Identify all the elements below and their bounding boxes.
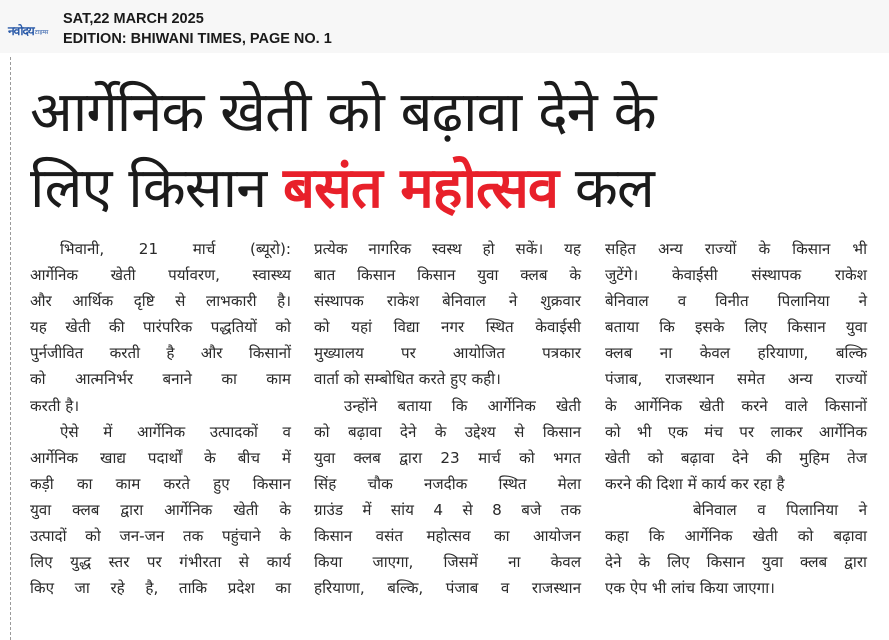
text-line: आर्गेनिक खेती पर्यावरण, स्वास्थ्य — [30, 266, 291, 285]
text-line: मुख्यालय पर आयोजित पत्रकार — [314, 344, 581, 363]
text-line: को आत्मनिर्भर बनाने का काम — [30, 370, 291, 389]
text-line: कड़ी का काम करते हुए किसान — [30, 474, 291, 493]
text-line: आर्गेनिक खाद्य पदार्थों के बीच में — [30, 448, 291, 467]
text-line: उन्होंने बताया कि आर्गेनिक खेती — [344, 396, 581, 415]
text-line: करने की दिशा में कार्य कर रहा है — [605, 474, 785, 493]
text-line: वार्ता को सम्बोधित करते हुए कही। — [314, 370, 501, 389]
text-line: को बढ़ावा देने के उद्देश्य से किसान — [314, 422, 581, 441]
headline-line-1: आर्गेनिक खेती को बढ़ावा देने के — [30, 80, 656, 145]
edition-date: SAT,22 MARCH 2025 — [63, 11, 204, 27]
text-line: ऐसे में आर्गेनिक उत्पादकों व — [60, 422, 291, 441]
text-line: प्रत्येक नागरिक स्वस्थ हो सकें। यह — [314, 240, 581, 258]
text-line: क्लब ना केवल हरियाणा, बल्कि — [605, 344, 867, 363]
article-headline — [30, 75, 880, 227]
text-line: के आर्गेनिक खेती करने वाले किसानों — [605, 396, 867, 415]
text-line: युवा क्लब द्वारा 23 मार्च को भगत — [314, 448, 581, 467]
text-line: एक ऐप भी लांच किया जाएगा। — [605, 579, 775, 598]
text-line: संस्थापक राकेश बेनिवाल ने शुक्रवार — [314, 292, 581, 311]
text-line: लिए युद्ध स्तर पर गंभीरता से कार्य — [30, 553, 291, 572]
text-line: को यहां विद्या नगर स्थित केवाईसी — [314, 318, 581, 337]
newspaper-clipping — [0, 53, 889, 640]
edition-info: EDITION: BHIWANI TIMES, PAGE NO. 1 — [63, 31, 332, 47]
text-line: पंजाब, राजस्थान समेत अन्य राज्यों — [605, 370, 867, 389]
logo-sub-text: टाइम्स — [34, 29, 49, 36]
text-line: खेती को बढ़ावा देने की मुहिम तेज — [605, 448, 867, 467]
article-column-2 — [314, 236, 581, 601]
text-line: बताया कि इसके लिए किसान युवा — [605, 318, 867, 337]
text-line: किसान वसंत महोत्सव का आयोजन — [314, 527, 581, 546]
text-line: करती है। — [30, 396, 80, 415]
edition-header — [0, 0, 889, 53]
text-line: भिवानी, 21 मार्च (ब्यूरो): — [60, 240, 291, 258]
text-line: बात किसान किसान युवा क्लब के — [314, 266, 581, 285]
text-line: सिंह चौक नजदीक स्थित मेला — [314, 474, 581, 493]
text-line: कहा कि आर्गेनिक खेती को बढ़ावा — [605, 527, 867, 546]
publication-logo — [8, 16, 52, 38]
text-line: पुर्नजीवित करती है और किसानों — [30, 344, 291, 363]
text-line: हरियाणा, बल्कि, पंजाब व राजस्थान — [314, 579, 581, 598]
text-line: युवा क्लब द्वारा आर्गेनिक खेती के — [30, 500, 291, 519]
clipping-border — [10, 57, 11, 640]
logo-main-text: नवोदय — [8, 24, 34, 38]
text-line: किया जाएगा, जिसमें ना केवल — [314, 553, 581, 572]
article-column-1 — [30, 236, 291, 601]
text-line: बेनिवाल व पिलानिया ने — [693, 500, 867, 519]
headline-accent: बसंत महोत्सव — [283, 156, 558, 221]
text-line: सहित अन्य राज्यों के किसान भी — [605, 240, 867, 258]
text-line: ग्राउंड में सांय 4 से 8 बजे तक — [314, 500, 581, 519]
text-line: देने के लिए किसान युवा क्लब द्वारा — [605, 553, 867, 572]
text-line: उत्पादों को जन-जन तक पहुंचाने के — [30, 527, 291, 546]
text-line: किए जा रहे है, ताकि प्रदेश का — [30, 579, 291, 598]
text-line: जुटेंगे। केवाईसी संस्थापक राकेश — [605, 266, 867, 285]
text-line: को भी एक मंच पर लाकर आर्गेनिक — [605, 422, 867, 441]
article-column-3 — [605, 236, 867, 601]
text-line: और आर्थिक दृष्टि से लाभकारी है। — [30, 292, 291, 311]
headline-line-2 — [30, 151, 880, 227]
headline-line-2-suffix: कल — [574, 156, 654, 221]
edition-meta — [63, 9, 332, 49]
text-line: यह खेती की पारंपरिक पद्धतियों को — [30, 318, 291, 337]
text-line: बेनिवाल व विनीत पिलानिया ने — [605, 292, 867, 311]
headline-line-2-prefix: लिए किसान — [30, 156, 267, 221]
